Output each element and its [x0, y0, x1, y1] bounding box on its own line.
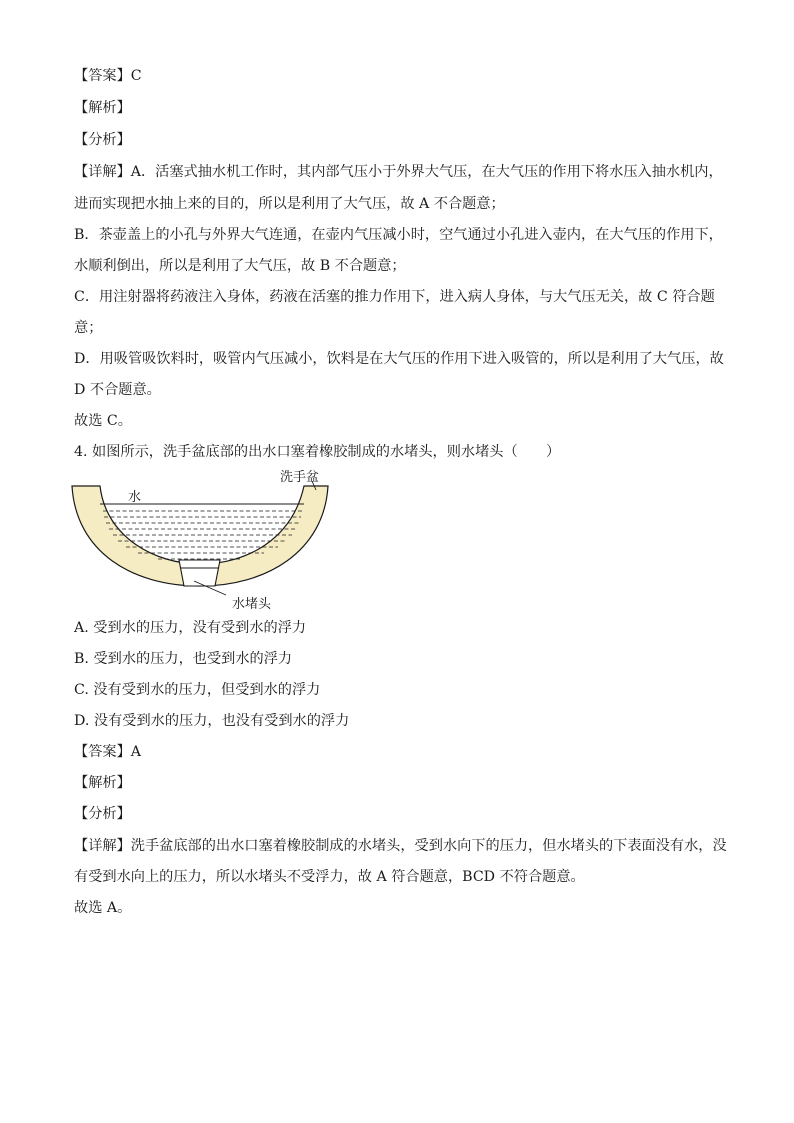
q4-option-d: D. 没有受到水的压力，也没有受到水的浮力 — [74, 713, 350, 729]
label-basin: 洗手盆 — [280, 470, 320, 485]
q3-conclusion: 故选 C。 — [74, 413, 132, 429]
q3-analysis-sub: 【分析】 — [74, 132, 131, 148]
label-water: 水 — [128, 490, 142, 505]
q4-analysis-sub: 【分析】 — [74, 806, 131, 822]
label-plug: 水堵头 — [232, 597, 272, 612]
q4-option-a: A. 受到水的压力，没有受到水的浮力 — [74, 620, 307, 636]
q3-detail-line-8: D 不合题意。 — [74, 382, 161, 398]
q4-conclusion: 故选 A。 — [74, 900, 132, 916]
q4-option-b: B. 受到水的压力，也受到水的浮力 — [74, 651, 293, 667]
q3-detail-line-5: C．用注射器将药液注入身体，药液在活塞的推力作用下，进入病人身体，与大气压无关，故 C 符合题 — [74, 289, 715, 305]
q3-detail-line-1: 【详解】A．活塞式抽水机工作时，其内部气压小于外界大气压，在大气压的作用下将水压入抽水机内， — [74, 164, 723, 180]
q4-answer: 【答案】A — [74, 744, 141, 760]
q4-option-c: C. 没有受到水的压力，但受到水的浮力 — [74, 682, 321, 698]
q4-detail-line-2: 有受到水向上的压力，所以水堵头不受浮力，故 A 符合题意，BCD 不符合题意。 — [74, 869, 585, 885]
q3-answer: 【答案】C — [74, 68, 142, 84]
q3-detail-line-4: 水顺利倒出，所以是利用了大气压，故 B 不合题意； — [74, 258, 406, 274]
q3-analysis-heading: 【解析】 — [74, 100, 131, 116]
q4-analysis-heading: 【解析】 — [74, 775, 131, 791]
q3-detail-line-2: 进而实现把水抽上来的目的，所以是利用了大气压，故 A 不合题意； — [74, 196, 505, 212]
q4-detail-line-1: 【详解】洗手盆底部的出水口塞着橡胶制成的水堵头，受到水向下的压力，但水堵头的下表面没有水，没 — [74, 838, 727, 854]
q3-detail-line-7: D．用吸管吸饮料时，吸管内气压减小，饮料是在大气压的作用下进入吸管的，所以是利用了大气压，故 — [74, 351, 724, 367]
sink-plug-figure — [66, 468, 336, 616]
q4-stem: 4. 如图所示，洗手盆底部的出水口塞着橡胶制成的水堵头，则水堵头（ ） — [74, 444, 561, 460]
water-plug-shape — [179, 560, 220, 586]
q3-detail-line-6: 意； — [74, 320, 103, 336]
sink-diagram — [66, 468, 336, 616]
q3-detail-line-3: B．茶壶盖上的小孔与外界大气连通，在壶内气压减小时，空气通过小孔进入壶内，在大气压的作用下， — [74, 227, 723, 243]
